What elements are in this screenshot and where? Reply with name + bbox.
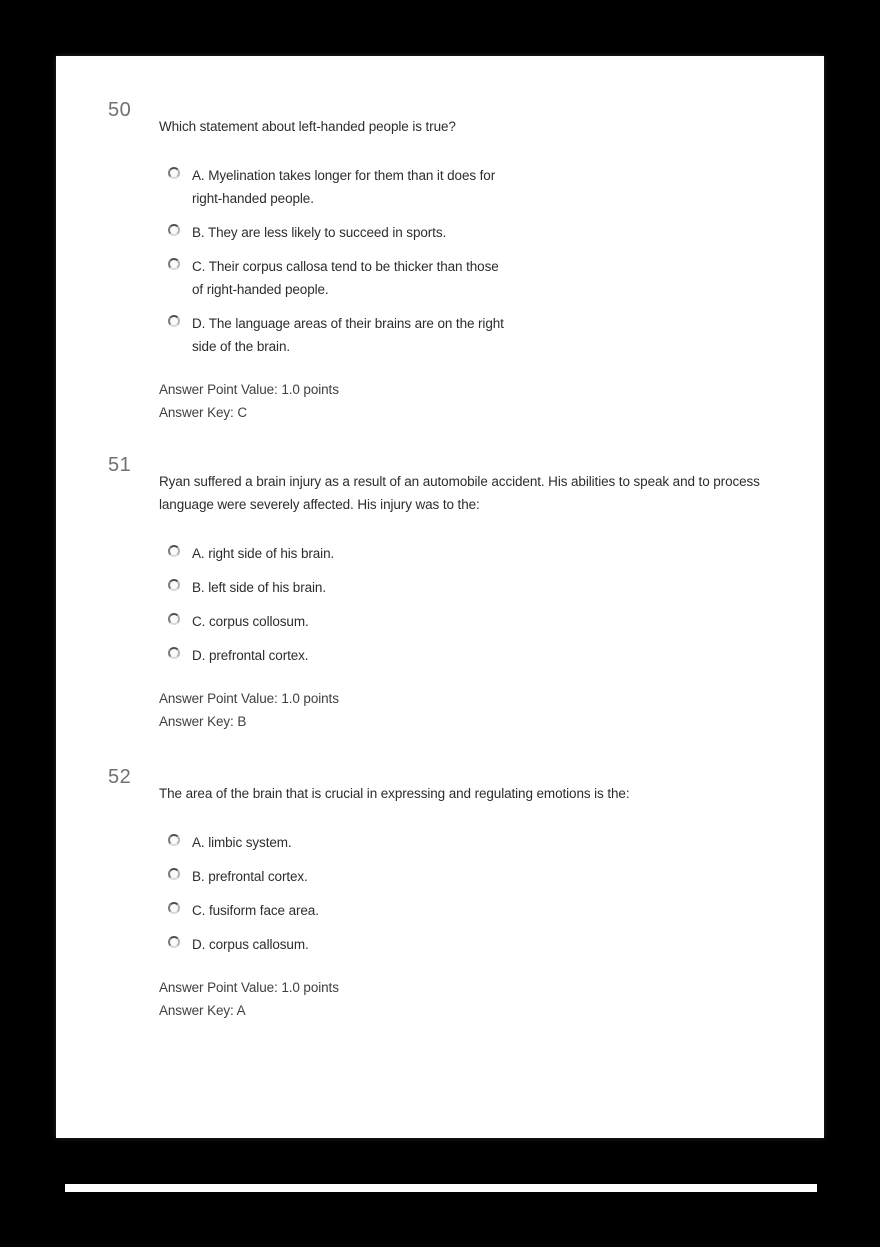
question-block-50 xyxy=(108,100,808,424)
question-text: Ryan suffered a brain injury as a result of an automobile accident. His abilities to speak and to process language were severely affected. His injury was to the: xyxy=(159,474,760,512)
radio-button[interactable] xyxy=(168,868,180,880)
answer-point-value: Answer Point Value: 1.0 points xyxy=(159,691,339,706)
option-label: C. Their corpus callosa tend to be thicker than those of right-handed people. xyxy=(192,259,499,297)
answer-info xyxy=(159,687,799,733)
answer-option-b[interactable] xyxy=(159,576,799,599)
option-label: C. corpus collosum. xyxy=(192,614,309,629)
answer-point-value: Answer Point Value: 1.0 points xyxy=(159,382,339,397)
option-label: C. fusiform face area. xyxy=(192,903,319,918)
radio-button[interactable] xyxy=(168,224,180,236)
question-body xyxy=(159,470,799,733)
answer-key: Answer Key: A xyxy=(159,1003,246,1018)
option-label: A. limbic system. xyxy=(192,835,292,850)
options-list xyxy=(159,164,799,358)
answer-option-a[interactable] xyxy=(159,164,799,210)
option-label: B. left side of his brain. xyxy=(192,580,326,595)
next-page-top-edge xyxy=(65,1184,817,1192)
answer-option-c[interactable] xyxy=(159,255,799,301)
options-list xyxy=(159,542,799,667)
answer-key: Answer Key: B xyxy=(159,714,247,729)
radio-button[interactable] xyxy=(168,545,180,557)
answer-option-b[interactable] xyxy=(159,221,799,244)
question-body xyxy=(159,782,799,1022)
answer-option-a[interactable] xyxy=(159,831,799,854)
question-text: Which statement about left-handed people is true? xyxy=(159,119,456,134)
question-block-51 xyxy=(108,455,808,733)
radio-button[interactable] xyxy=(168,936,180,948)
answer-option-d[interactable] xyxy=(159,933,799,956)
option-label: A. right side of his brain. xyxy=(192,546,335,561)
radio-button[interactable] xyxy=(168,647,180,659)
option-label: A. Myelination takes longer for them than it does for right-handed people. xyxy=(192,168,496,206)
radio-button[interactable] xyxy=(168,834,180,846)
question-text: The area of the brain that is crucial in expressing and regulating emotions is the: xyxy=(159,786,630,801)
options-list xyxy=(159,831,799,956)
question-number: 51 xyxy=(108,454,132,476)
answer-info xyxy=(159,976,799,1022)
question-block-52 xyxy=(108,767,808,1022)
radio-button[interactable] xyxy=(168,613,180,625)
answer-option-b[interactable] xyxy=(159,865,799,888)
option-label: D. prefrontal cortex. xyxy=(192,648,309,663)
document-page xyxy=(56,56,824,1138)
radio-button[interactable] xyxy=(168,258,180,270)
option-label: B. prefrontal cortex. xyxy=(192,869,308,884)
question-number: 50 xyxy=(108,99,132,121)
answer-option-c[interactable] xyxy=(159,610,799,633)
question-number: 52 xyxy=(108,766,132,788)
answer-option-a[interactable] xyxy=(159,542,799,565)
answer-option-d[interactable] xyxy=(159,312,799,358)
answer-key: Answer Key: C xyxy=(159,405,247,420)
radio-button[interactable] xyxy=(168,579,180,591)
answer-option-c[interactable] xyxy=(159,899,799,922)
option-label: B. They are less likely to succeed in sports. xyxy=(192,225,447,240)
radio-button[interactable] xyxy=(168,315,180,327)
option-label: D. The language areas of their brains are on the right side of the brain. xyxy=(192,316,504,354)
question-body xyxy=(159,115,799,424)
answer-point-value: Answer Point Value: 1.0 points xyxy=(159,980,339,995)
answer-option-d[interactable] xyxy=(159,644,799,667)
radio-button[interactable] xyxy=(168,167,180,179)
radio-button[interactable] xyxy=(168,902,180,914)
option-label: D. corpus callosum. xyxy=(192,937,309,952)
answer-info xyxy=(159,378,799,424)
